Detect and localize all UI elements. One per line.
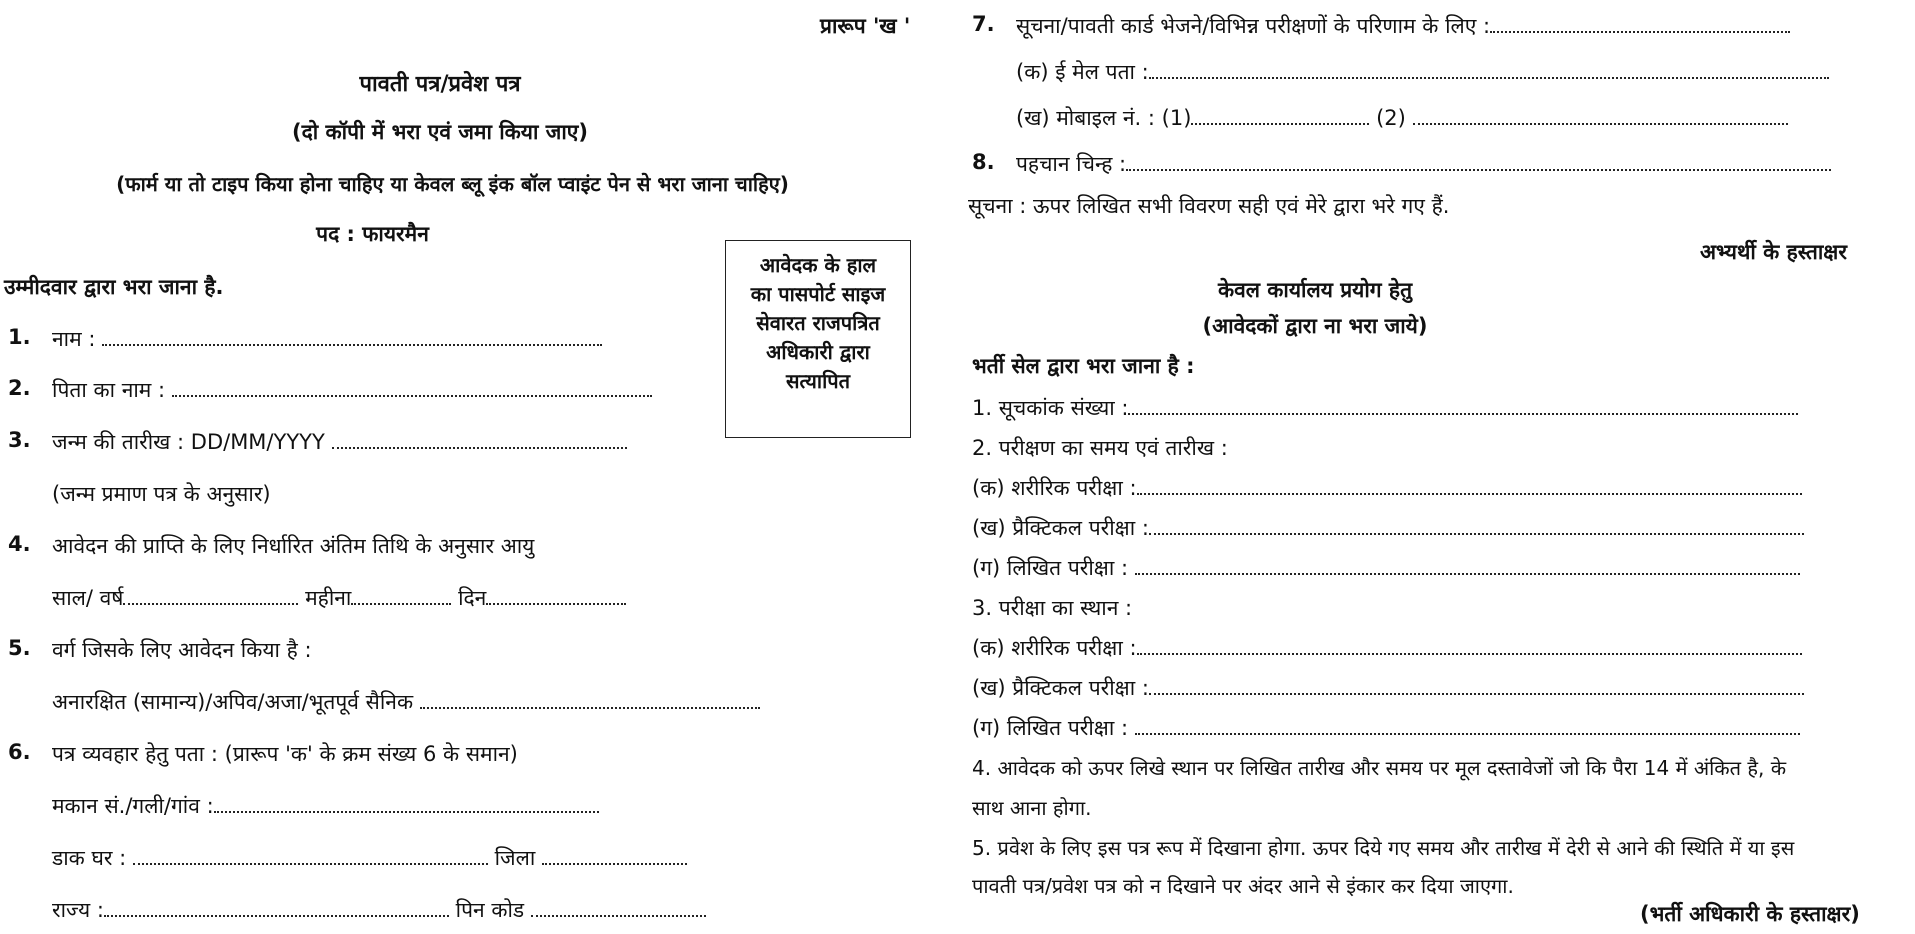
dob-label: जन्म की तारीख : DD/MM/YYYY: [52, 430, 325, 454]
contact-field[interactable]: [1016, 12, 1790, 40]
physical-test-place-label: (क) शरीरिक परीक्षा :: [972, 636, 1137, 660]
photo-box-line: अधिकारी द्वारा: [766, 340, 870, 364]
age-year-label: साल/ वर्ष: [52, 586, 124, 610]
state-field[interactable]: [52, 896, 706, 924]
name-label: नाम :: [52, 327, 96, 351]
cell-note: भर्ती सेल द्वारा भरा जाना है :: [972, 354, 1195, 378]
item-number: 1.: [8, 325, 31, 349]
pin-label: पिन कोड: [455, 898, 525, 922]
house-label: मकान सं./गली/गांव :: [52, 794, 214, 818]
identification-field[interactable]: [1016, 150, 1831, 178]
item-number: 2.: [8, 376, 31, 400]
declaration: सूचना : ऊपर लिखित सभी विवरण सही एवं मेरे द्वारा भरे गए हैं.: [968, 194, 1450, 218]
item-number: 5.: [8, 636, 31, 660]
district-label: जिला: [494, 846, 536, 870]
form-subtitle: (दो कॉपी में भरा एवं जमा किया जाए): [292, 120, 588, 144]
address-label: पत्र व्यवहार हेतु पता : (प्रारूप 'क' के क्रम संख्य 6 के समान): [52, 742, 518, 766]
email-label: (क) ई मेल पता :: [1016, 60, 1149, 84]
identification-label: पहचान चिन्ह :: [1016, 152, 1127, 176]
physical-test-time-field[interactable]: [972, 474, 1802, 502]
state-label: राज्य :: [52, 898, 104, 922]
photo-box: [725, 240, 911, 438]
written-test-place-field[interactable]: [972, 714, 1800, 742]
age-label: आवेदन की प्राप्ति के लिए निर्धारित अंतिम तिथि के अनुसार आयु: [52, 534, 535, 558]
age-day-label: दिन: [458, 586, 487, 610]
post-name: पद : फायरमैन: [316, 222, 429, 246]
index-number-field[interactable]: [972, 394, 1798, 422]
written-test-place-label: (ग) लिखित परीक्षा :: [972, 716, 1129, 740]
item-number: 7.: [972, 12, 995, 36]
item-number: 6.: [8, 740, 31, 764]
form-instruction: (फार्म या तो टाइप किया होना चाहिए या केवल ब्लू इंक बॉल प्वाइंट पेन से भरा जाना चाहिए): [116, 172, 789, 196]
photo-box-line: सत्यापित: [785, 369, 851, 393]
category-options: अनारक्षित (सामान्य)/अपिव/अजा/भूतपूर्व सैनिक: [52, 690, 414, 714]
test-time-label: 2. परीक्षण का समय एवं तारीख :: [972, 436, 1228, 460]
dob-field[interactable]: [52, 428, 627, 456]
practical-test-label: (ख) प्रैक्टिकल परीक्षा :: [972, 516, 1149, 540]
photo-box-line: सेवारत राजपत्रित: [756, 311, 880, 335]
dob-note: (जन्म प्रमाण पत्र के अनुसार): [52, 482, 271, 506]
category-label: वर्ग जिसके लिए आवेदन किया है :: [52, 638, 312, 662]
father-name-label: पिता का नाम :: [52, 378, 166, 402]
age-fields[interactable]: [52, 584, 626, 612]
item-number: 4.: [8, 532, 31, 556]
item-number: 8.: [972, 150, 995, 174]
instruction-4-line1: 4. आवेदक को ऊपर लिखे स्थान पर लिखित तारीख और समय पर मूल दस्तावेजों जो कि पैरा 14 में अंकित है, के: [972, 756, 1787, 780]
practical-test-place-label: (ख) प्रैक्टिकल परीक्षा :: [972, 676, 1149, 700]
mobile-field[interactable]: [1016, 104, 1788, 132]
officer-signature: (भर्ती अधिकारी के हस्ताक्षर): [1640, 902, 1860, 926]
post-office-field[interactable]: [52, 844, 687, 872]
physical-test-label: (क) शरीरिक परीक्षा :: [972, 476, 1137, 500]
candidate-signature: अभ्यर्थी के हस्ताक्षर: [1700, 240, 1847, 264]
written-test-label: (ग) लिखित परीक्षा :: [972, 556, 1129, 580]
name-field[interactable]: [52, 325, 602, 353]
form-tag: प्रारूप 'ख ': [820, 14, 911, 38]
instruction-5-line1: 5. प्रवेश के लिए इस पत्र रूप में दिखाना होगा. ऊपर दिये गए समय और तारीख में देरी से आने की स्थिति में या इस: [972, 836, 1795, 860]
contact-label: सूचना/पावती कार्ड भेजने/विभिन्न परीक्षणों के परिणाम के लिए :: [1016, 14, 1491, 38]
written-test-time-field[interactable]: [972, 554, 1800, 582]
practical-test-time-field[interactable]: [972, 514, 1804, 542]
index-number-label: 1. सूचकांक संख्या :: [972, 396, 1129, 420]
mobile-label: (ख) मोबाइल नं. : (1): [1016, 106, 1192, 130]
item-number: 3.: [8, 428, 31, 452]
age-month-label: महीना: [305, 586, 352, 610]
instruction-4-line2: साथ आना होगा.: [972, 796, 1092, 820]
father-name-field[interactable]: [52, 376, 652, 404]
photo-box-line: आवेदक के हाल: [759, 253, 877, 277]
email-field[interactable]: [1016, 58, 1829, 86]
house-field[interactable]: [52, 792, 599, 820]
office-title: केवल कार्यालय प्रयोग हेतु: [1217, 278, 1413, 302]
test-place-label: 3. परीक्षा का स्थान :: [972, 596, 1133, 620]
form-title: पावती पत्र/प्रवेश पत्र: [359, 72, 521, 97]
photo-box-line: का पासपोर्ट साइज: [750, 282, 886, 306]
post-office-label: डाक घर :: [52, 846, 127, 870]
physical-test-place-field[interactable]: [972, 634, 1802, 662]
practical-test-place-field[interactable]: [972, 674, 1804, 702]
office-subtitle: (आवेदकों द्वारा ना भरा जाये): [1202, 314, 1428, 338]
candidate-fill-note: उम्मीदवार द्वारा भरा जाना है.: [4, 275, 224, 299]
category-field[interactable]: [52, 688, 760, 716]
instruction-5-line2: पावती पत्र/प्रवेश पत्र को न दिखाने पर अंदर आने से इंकार कर दिया जाएगा.: [972, 874, 1514, 898]
mobile2-label: (2): [1376, 106, 1406, 130]
